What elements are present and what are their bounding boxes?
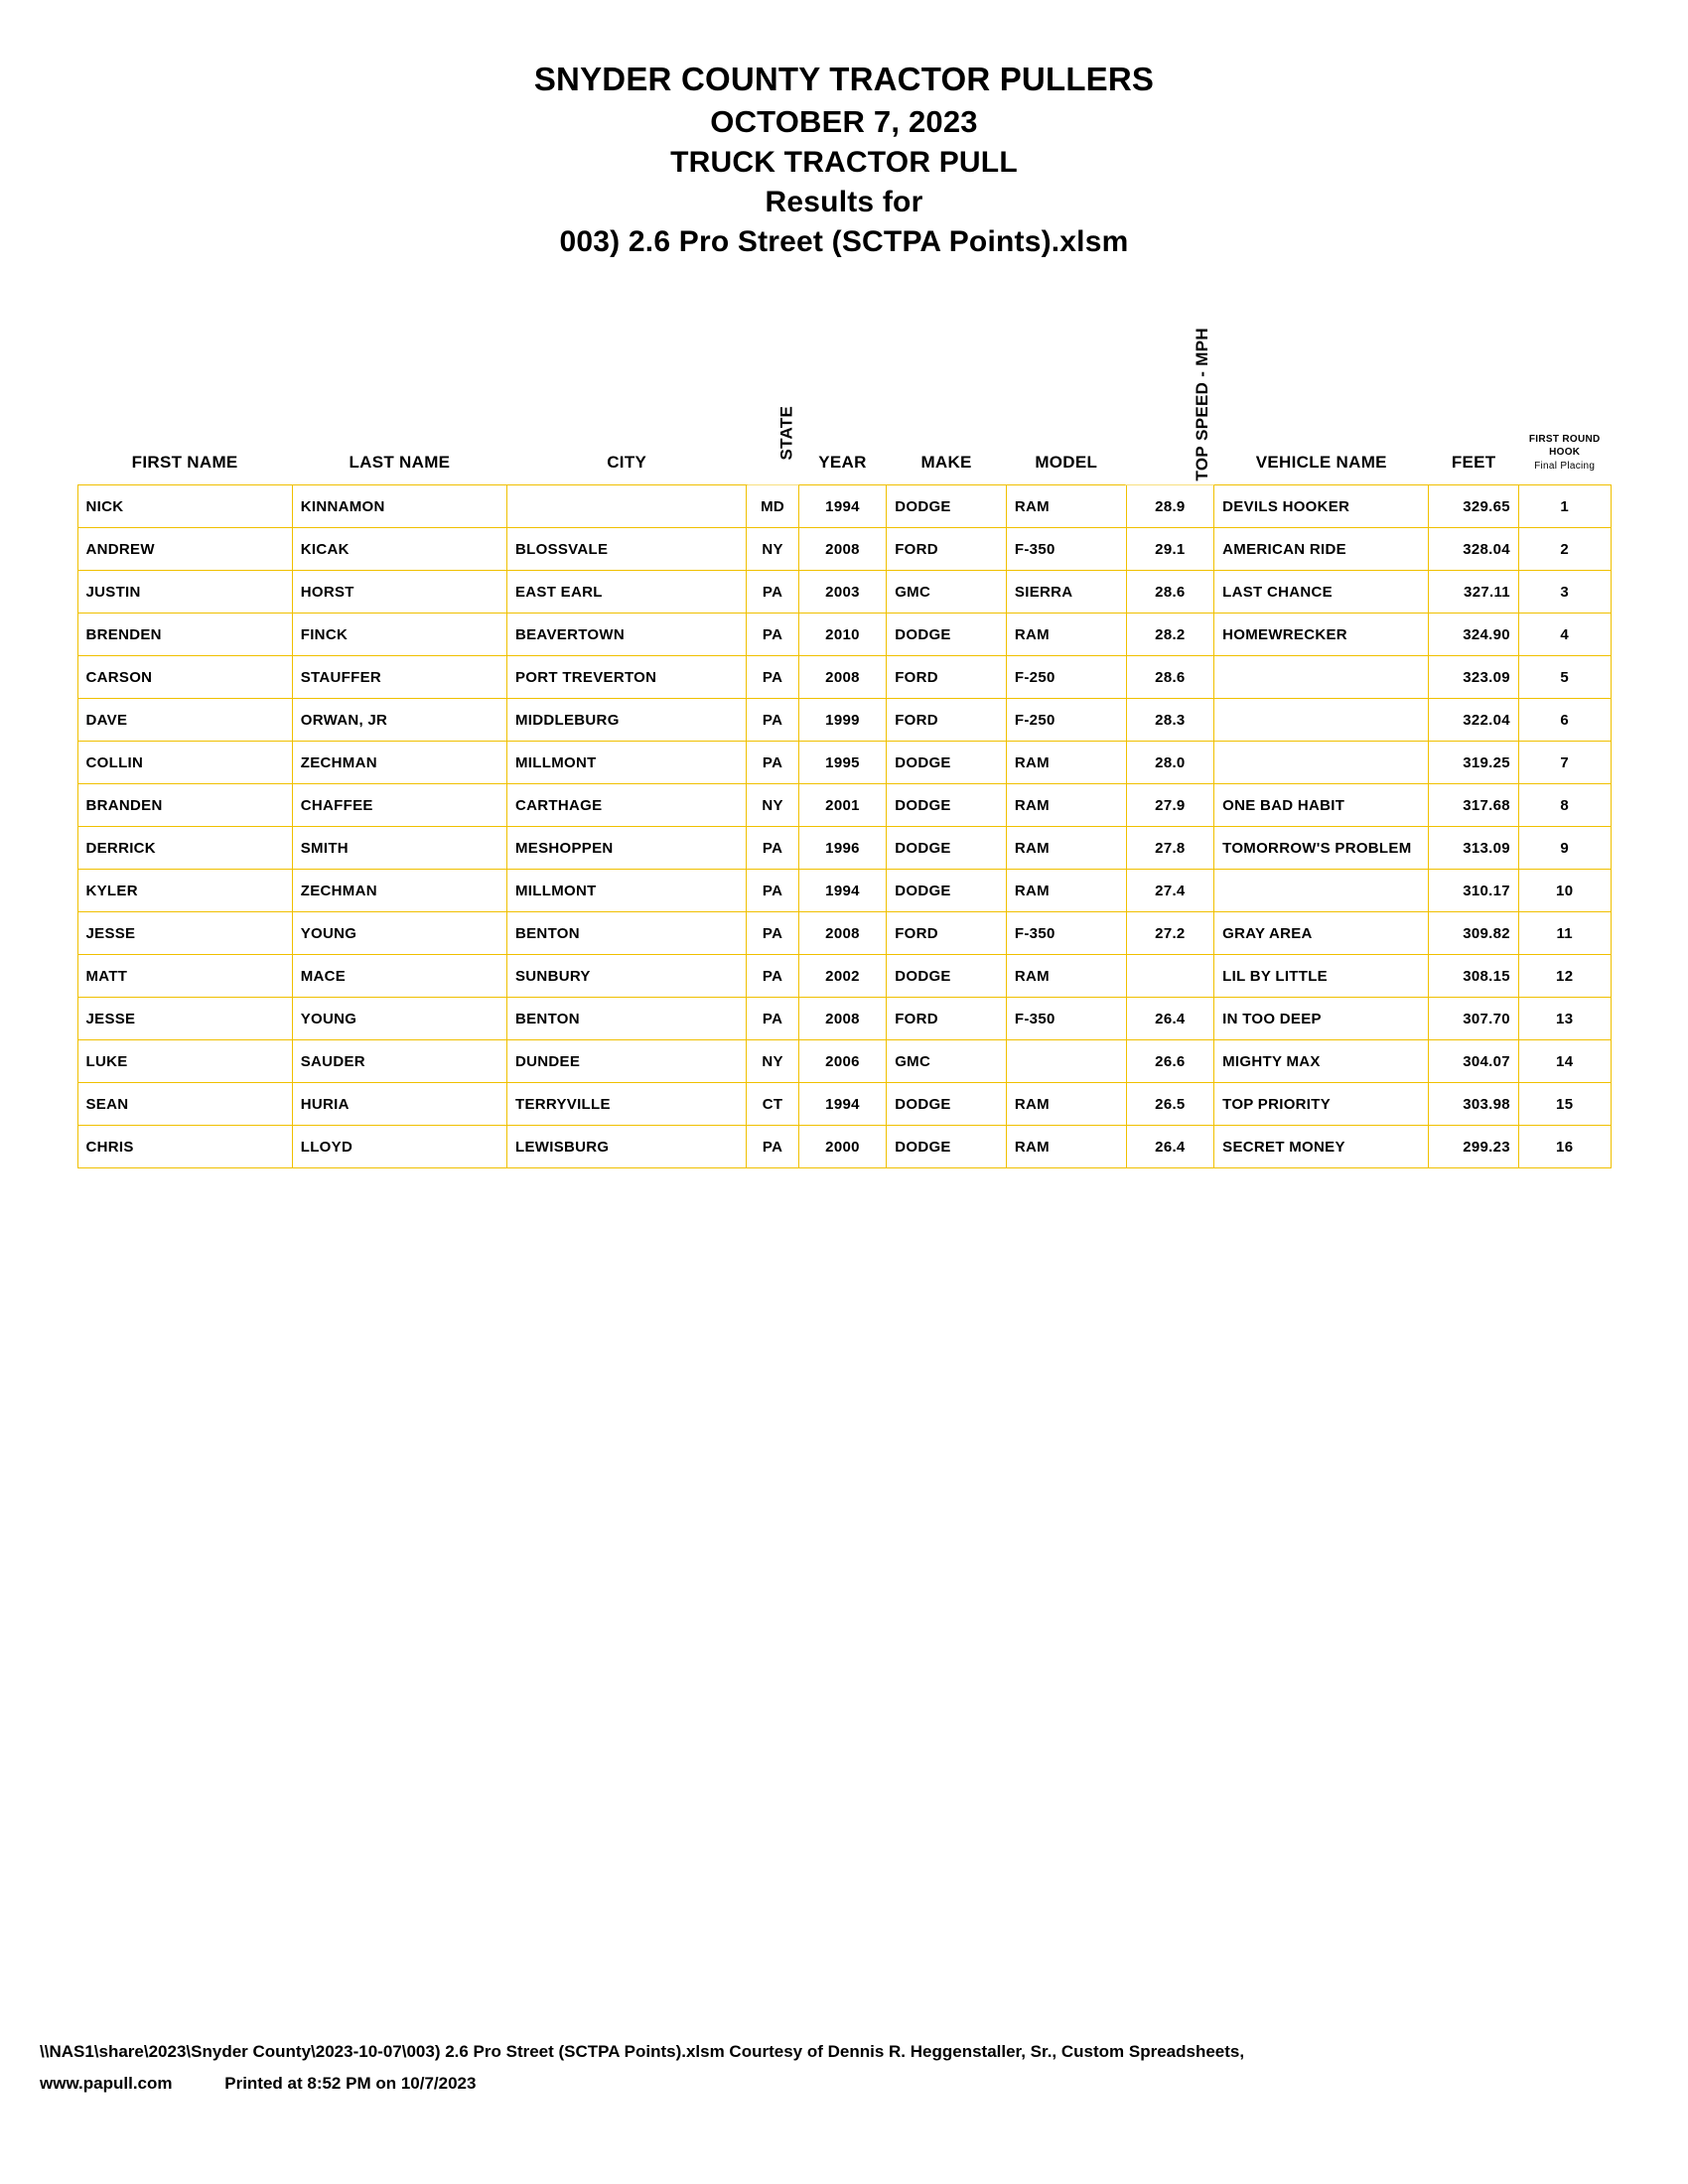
cell-first-name: SEAN [77,1083,292,1126]
cell-city: MESHOPPEN [507,827,747,870]
cell-state: PA [747,742,798,784]
cell-last-name: LLOYD [292,1126,506,1168]
cell-last-name: ZECHMAN [292,742,506,784]
column-header-make: MAKE [887,373,1007,485]
cell-first-name: KYLER [77,870,292,912]
cell-feet: 327.11 [1429,571,1519,614]
footer-path-line: \\NAS1\share\2023\Snyder County\2023-10-07\003) 2.6 Pro Street (SCTPA Points).xlsm Courtesy of Dennis R. Heggenstaller, Sr., Custom Spreadsheets, [40,2042,1245,2062]
cell-city: BLOSSVALE [507,528,747,571]
cell-vehicle-name: HOMEWRECKER [1214,614,1429,656]
cell-make: DODGE [887,784,1007,827]
cell-last-name: MACE [292,955,506,998]
footer-website: www.papull.com [40,2073,173,2093]
cell-vehicle-name: LIL BY LITTLE [1214,955,1429,998]
cell-year: 2006 [798,1040,887,1083]
cell-city: TERRYVILLE [507,1083,747,1126]
cell-last-name: YOUNG [292,912,506,955]
table-row [77,912,1611,955]
cell-year: 1995 [798,742,887,784]
cell-top-speed: 28.6 [1126,656,1214,699]
cell-feet: 328.04 [1429,528,1519,571]
table-row [77,1083,1611,1126]
column-header-first-name: FIRST NAME [77,373,292,485]
cell-make: FORD [887,699,1007,742]
table-row [77,1040,1611,1083]
cell-feet: 309.82 [1429,912,1519,955]
cell-make: DODGE [887,955,1007,998]
cell-model: RAM [1006,614,1126,656]
top-speed-line-2: SPEED [1193,382,1212,442]
cell-vehicle-name: MIGHTY MAX [1214,1040,1429,1083]
cell-model: F-350 [1006,912,1126,955]
cell-feet: 308.15 [1429,955,1519,998]
cell-final-placing: 13 [1518,998,1611,1040]
cell-model: SIERRA [1006,571,1126,614]
cell-model: F-350 [1006,998,1126,1040]
cell-city: PORT TREVERTON [507,656,747,699]
cell-feet: 304.07 [1429,1040,1519,1083]
results-table [77,328,1612,1168]
cell-last-name: YOUNG [292,998,506,1040]
cell-last-name: CHAFFEE [292,784,506,827]
cell-final-placing: 5 [1518,656,1611,699]
cell-model: RAM [1006,1126,1126,1168]
cell-make: FORD [887,998,1007,1040]
cell-last-name: HURIA [292,1083,506,1126]
results-table-body [77,485,1611,1168]
cell-vehicle-name: TOMORROW'S PROBLEM [1214,827,1429,870]
cell-year: 2008 [798,528,887,571]
cell-top-speed: 27.4 [1126,870,1214,912]
org-title: SNYDER COUNTY TRACTOR PULLERS [533,61,1155,97]
cell-top-speed [1126,955,1214,998]
cell-vehicle-name [1214,870,1429,912]
cell-make: DODGE [887,1126,1007,1168]
cell-top-speed: 26.4 [1126,998,1214,1040]
cell-top-speed: 28.2 [1126,614,1214,656]
cell-state: NY [747,528,798,571]
cell-year: 1996 [798,827,887,870]
cell-vehicle-name: AMERICAN RIDE [1214,528,1429,571]
cell-vehicle-name: LAST CHANCE [1214,571,1429,614]
cell-final-placing: 8 [1518,784,1611,827]
cell-state: NY [747,784,798,827]
column-header-top-speed [1126,328,1214,485]
event-title: TRUCK TRACTOR PULL [670,145,1018,179]
cell-first-name: NICK [77,485,292,528]
column-header-year: YEAR [798,373,887,485]
cell-city: SUNBURY [507,955,747,998]
cell-feet: 322.04 [1429,699,1519,742]
cell-final-placing: 1 [1518,485,1611,528]
cell-city [507,485,747,528]
cell-year: 2003 [798,571,887,614]
cell-top-speed: 29.1 [1126,528,1214,571]
cell-city: CARTHAGE [507,784,747,827]
cell-final-placing: 10 [1518,870,1611,912]
cell-first-name: BRENDEN [77,614,292,656]
cell-city: LEWISBURG [507,1126,747,1168]
table-row [77,784,1611,827]
cell-first-name: DERRICK [77,827,292,870]
cell-state: PA [747,1126,798,1168]
cell-last-name: STAUFFER [292,656,506,699]
table-row [77,699,1611,742]
cell-vehicle-name: ONE BAD HABIT [1214,784,1429,827]
top-speed-line-3: - MPH [1193,328,1212,378]
cell-feet: 307.70 [1429,998,1519,1040]
cell-feet: 319.25 [1429,742,1519,784]
table-row [77,870,1611,912]
cell-make: FORD [887,912,1007,955]
cell-year: 1994 [798,1083,887,1126]
cell-last-name: ZECHMAN [292,870,506,912]
cell-feet: 329.65 [1429,485,1519,528]
cell-last-name: HORST [292,571,506,614]
column-header-model: MODEL [1006,373,1126,485]
column-header-state: STATE [747,373,798,485]
cell-top-speed: 26.4 [1126,1126,1214,1168]
cell-final-placing: 4 [1518,614,1611,656]
cell-feet: 299.23 [1429,1126,1519,1168]
cell-make: GMC [887,1040,1007,1083]
cell-vehicle-name: IN TOO DEEP [1214,998,1429,1040]
footer-printed-timestamp: Printed at 8:52 PM on 10/7/2023 [224,2073,477,2093]
cell-first-name: CHRIS [77,1126,292,1168]
cell-make: DODGE [887,827,1007,870]
cell-final-placing: 2 [1518,528,1611,571]
cell-city: EAST EARL [507,571,747,614]
cell-model [1006,1040,1126,1083]
results-table-wrapper [77,328,1612,1168]
top-speed-line-1: TOP [1193,446,1212,481]
document-header [0,0,1688,262]
cell-feet: 310.17 [1429,870,1519,912]
cell-year: 2008 [798,912,887,955]
cell-year: 2008 [798,998,887,1040]
cell-make: DODGE [887,485,1007,528]
cell-final-placing: 7 [1518,742,1611,784]
cell-year: 2002 [798,955,887,998]
cell-top-speed: 28.6 [1126,571,1214,614]
cell-feet: 323.09 [1429,656,1519,699]
table-row [77,571,1611,614]
cell-model: RAM [1006,742,1126,784]
cell-make: FORD [887,528,1007,571]
table-row [77,955,1611,998]
cell-make: DODGE [887,870,1007,912]
table-row [77,485,1611,528]
cell-first-name: MATT [77,955,292,998]
cell-vehicle-name [1214,656,1429,699]
cell-model: RAM [1006,1083,1126,1126]
table-row [77,742,1611,784]
table-row [77,614,1611,656]
cell-city: MILLMONT [507,870,747,912]
cell-first-name: CARSON [77,656,292,699]
cell-vehicle-name: DEVILS HOOKER [1214,485,1429,528]
cell-feet: 317.68 [1429,784,1519,827]
cell-final-placing: 11 [1518,912,1611,955]
cell-final-placing: 12 [1518,955,1611,998]
footer-second-line [40,2068,1648,2099]
cell-top-speed: 28.0 [1126,742,1214,784]
cell-state: PA [747,998,798,1040]
cell-year: 1994 [798,485,887,528]
cell-year: 2001 [798,784,887,827]
table-row [77,998,1611,1040]
cell-state: NY [747,1040,798,1083]
cell-first-name: BRANDEN [77,784,292,827]
cell-model: F-250 [1006,656,1126,699]
cell-top-speed: 27.2 [1126,912,1214,955]
cell-state: PA [747,912,798,955]
cell-last-name: SAUDER [292,1040,506,1083]
cell-city: MIDDLEBURG [507,699,747,742]
cell-model: RAM [1006,870,1126,912]
cell-top-speed: 27.8 [1126,827,1214,870]
document-footer [40,2036,1648,2099]
cell-make: FORD [887,656,1007,699]
cell-state: PA [747,699,798,742]
cell-state: PA [747,955,798,998]
event-date: OCTOBER 7, 2023 [710,104,978,140]
column-header-feet: FEET [1429,373,1519,485]
cell-state: PA [747,656,798,699]
cell-city: MILLMONT [507,742,747,784]
cell-feet: 303.98 [1429,1083,1519,1126]
cell-year: 1994 [798,870,887,912]
cell-final-placing: 9 [1518,827,1611,870]
cell-feet: 313.09 [1429,827,1519,870]
cell-first-name: JESSE [77,998,292,1040]
cell-state: PA [747,870,798,912]
cell-final-placing: 14 [1518,1040,1611,1083]
cell-state: MD [747,485,798,528]
cell-city: BENTON [507,998,747,1040]
cell-year: 2008 [798,656,887,699]
cell-final-placing: 16 [1518,1126,1611,1168]
cell-vehicle-name [1214,742,1429,784]
cell-model: F-350 [1006,528,1126,571]
cell-make: GMC [887,571,1007,614]
cell-model: F-250 [1006,699,1126,742]
cell-vehicle-name: TOP PRIORITY [1214,1083,1429,1126]
cell-top-speed: 26.6 [1126,1040,1214,1083]
cell-model: RAM [1006,827,1126,870]
cell-first-name: ANDREW [77,528,292,571]
cell-last-name: SMITH [292,827,506,870]
cell-top-speed: 28.3 [1126,699,1214,742]
cell-make: DODGE [887,742,1007,784]
cell-year: 1999 [798,699,887,742]
cell-vehicle-name: GRAY AREA [1214,912,1429,955]
cell-make: DODGE [887,614,1007,656]
cell-model: RAM [1006,955,1126,998]
table-row [77,656,1611,699]
column-header-vehicle-name: VEHICLE NAME [1214,373,1429,485]
cell-first-name: JESSE [77,912,292,955]
cell-top-speed: 28.9 [1126,485,1214,528]
cell-final-placing: 6 [1518,699,1611,742]
table-header-row [77,328,1611,485]
cell-final-placing: 3 [1518,571,1611,614]
cell-top-speed: 27.9 [1126,784,1214,827]
cell-state: CT [747,1083,798,1126]
cell-final-placing: 15 [1518,1083,1611,1126]
cell-state: PA [747,614,798,656]
column-header-first-round-hook [1518,373,1611,485]
cell-city: DUNDEE [507,1040,747,1083]
hook-line-3: Final Placing [1534,460,1596,472]
cell-model: RAM [1006,784,1126,827]
cell-year: 2000 [798,1126,887,1168]
table-row [77,827,1611,870]
class-file-name: 003) 2.6 Pro Street (SCTPA Points).xlsm [559,225,1129,259]
cell-city: BENTON [507,912,747,955]
cell-first-name: COLLIN [77,742,292,784]
cell-first-name: JUSTIN [77,571,292,614]
cell-state: PA [747,571,798,614]
table-row [77,1126,1611,1168]
cell-city: BEAVERTOWN [507,614,747,656]
table-row [77,528,1611,571]
hook-line-2: HOOK [1549,447,1581,459]
cell-year: 2010 [798,614,887,656]
cell-make: DODGE [887,1083,1007,1126]
cell-first-name: LUKE [77,1040,292,1083]
cell-last-name: KICAK [292,528,506,571]
cell-top-speed: 26.5 [1126,1083,1214,1126]
cell-feet: 324.90 [1429,614,1519,656]
column-header-last-name: LAST NAME [292,373,506,485]
cell-vehicle-name [1214,699,1429,742]
cell-last-name: ORWAN, JR [292,699,506,742]
hook-line-1: FIRST ROUND [1528,433,1601,445]
cell-model: RAM [1006,485,1126,528]
cell-last-name: FINCK [292,614,506,656]
cell-last-name: KINNAMON [292,485,506,528]
column-header-city: CITY [507,373,747,485]
cell-vehicle-name: SECRET MONEY [1214,1126,1429,1168]
cell-state: PA [747,827,798,870]
results-label: Results for [765,185,923,218]
cell-first-name: DAVE [77,699,292,742]
